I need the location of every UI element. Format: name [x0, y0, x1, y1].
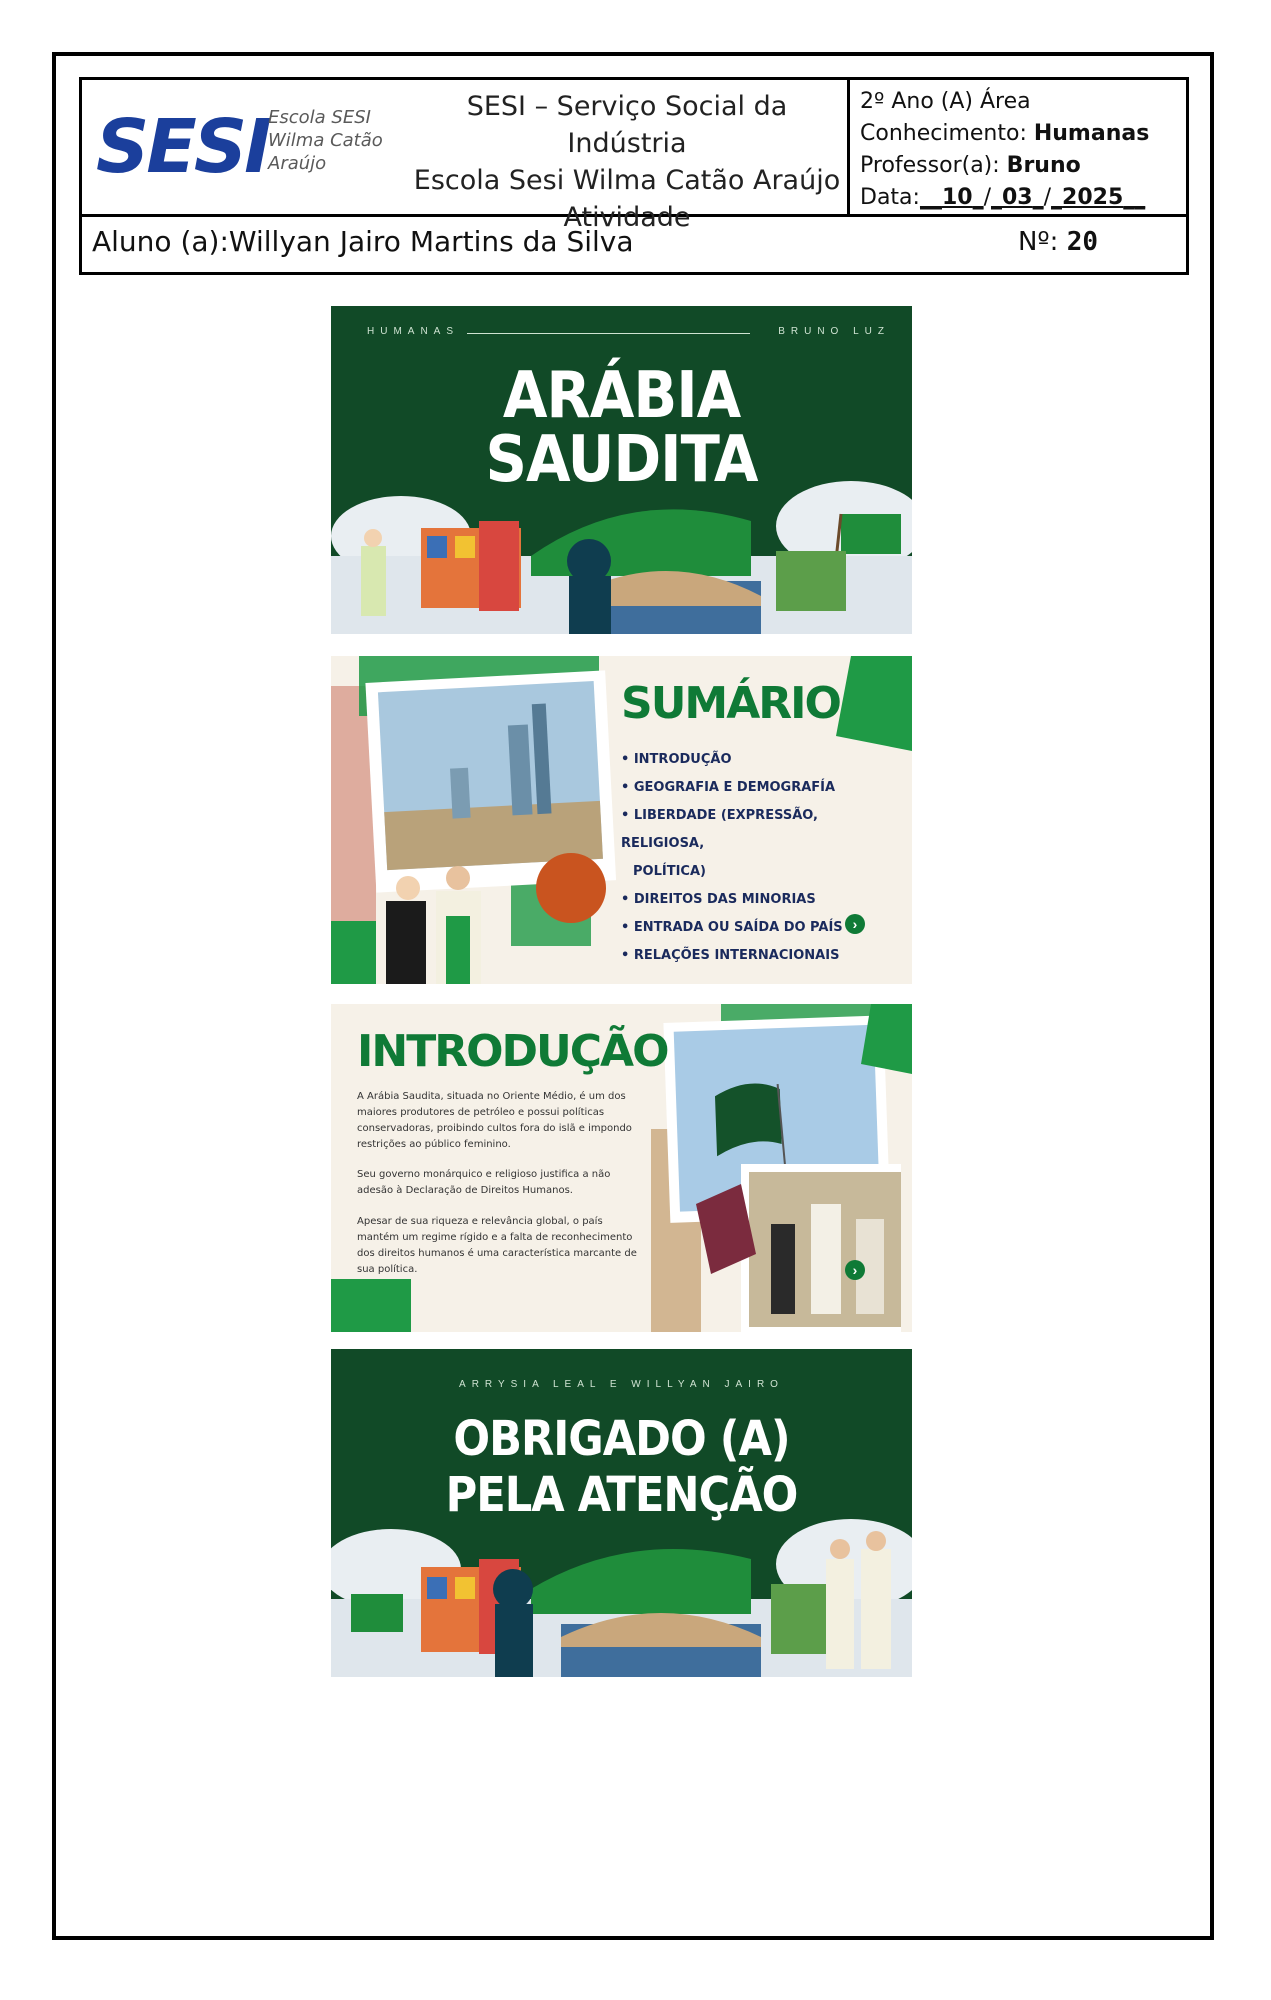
- area-line: Conhecimento: Humanas: [860, 121, 1150, 146]
- area-value: Humanas: [1033, 121, 1150, 146]
- document-type: Atividade: [563, 202, 691, 233]
- introduction-title: INTRODUÇÃO: [357, 1026, 668, 1077]
- list-item: • LIBERDADE (EXPRESSÃO, RELIGIOSA,: [621, 802, 901, 858]
- number-field: Nº: 20: [1017, 227, 1098, 257]
- logo-subtitle: [268, 106, 383, 175]
- teacher-line: Professor(a): Bruno: [860, 153, 1081, 178]
- header-student-row: [82, 217, 1186, 272]
- next-arrow-icon[interactable]: ›: [845, 914, 865, 934]
- paragraph: Seu governo monárquico e religioso justifica a não adesão à Declaração de Direitos Humanos.: [357, 1169, 611, 1196]
- header-institution: [412, 88, 842, 236]
- student-number: 20: [1066, 227, 1098, 257]
- slide-thanks: [331, 1349, 912, 1677]
- date-year: 2025: [1062, 185, 1124, 210]
- summary-list: [621, 746, 901, 970]
- subject-label: HUMANAS: [367, 326, 460, 337]
- summary-title: SUMÁRIO: [621, 678, 840, 729]
- header-top-row: [82, 80, 1186, 233]
- paragraph: Apesar de sua riqueza e relevância global, o país mantém um regime rígido e a falta de reconhecimento dos direitos humanos é uma característica marcante de sua política.: [357, 1216, 637, 1275]
- authors-names: ARRYSIA LEAL E WILLYAN JAIRO: [459, 1379, 784, 1390]
- date-line: Data:__10_/_03_/_2025__: [860, 185, 1146, 210]
- slide-introduction: [331, 1004, 912, 1332]
- list-item: POLÍTICA): [633, 864, 706, 879]
- student-name: Willyan Jairo Martins da Silva: [228, 225, 634, 258]
- author-label: BRUNO LUZ: [778, 326, 890, 337]
- closing-collage: [331, 1349, 912, 1677]
- date-month: 03: [1002, 185, 1033, 210]
- logo-wordmark: SESI: [96, 104, 269, 190]
- logo-sub-line: Wilma Catão: [268, 130, 383, 151]
- logo-sub-line: Escola SESI: [268, 107, 371, 128]
- logo-sub-line: Araújo: [268, 153, 327, 174]
- list-item: • RELAÇÕES INTERNACIONAIS: [621, 942, 901, 970]
- school-name: Escola Sesi Wilma Catão Araújo: [413, 165, 841, 196]
- slide-title-text: ARÁBIA SAUDITA: [485, 359, 758, 497]
- paragraph: A Arábia Saudita, situada no Oriente Médio, é um dos maiores produtores de petróleo e possui políticas conservadoras, proibindo cultos fora do islã e impondo restrições ao público feminino.: [357, 1091, 632, 1150]
- institution-name: SESI – Serviço Social da Indústria: [466, 91, 788, 159]
- header-info-cell: [847, 80, 1189, 214]
- sesi-logo: [96, 102, 396, 192]
- grade-line: 2º Ano (A) Área: [860, 89, 1031, 114]
- list-item: • DIREITOS DAS MINORIAS: [621, 886, 901, 914]
- student-field: Aluno (a):Willyan Jairo Martins da Silva: [92, 225, 634, 258]
- thanks-title: OBRIGADO (A) PELA ATENÇÃO: [445, 1411, 798, 1523]
- slide-summary: [331, 656, 912, 984]
- collage-illustration: [331, 306, 912, 634]
- slide-title: [331, 306, 912, 634]
- list-item: • INTRODUÇÃO: [621, 746, 901, 774]
- date-day: 10: [941, 185, 973, 210]
- next-arrow-icon[interactable]: ›: [845, 1260, 865, 1280]
- header-table: [79, 77, 1189, 275]
- list-item: • GEOGRAFIA E DEMOGRAFÍA: [621, 774, 901, 802]
- teacher-value: Bruno: [1006, 153, 1081, 178]
- list-item: • ENTRADA OU SAÍDA DO PAÍS: [621, 914, 901, 942]
